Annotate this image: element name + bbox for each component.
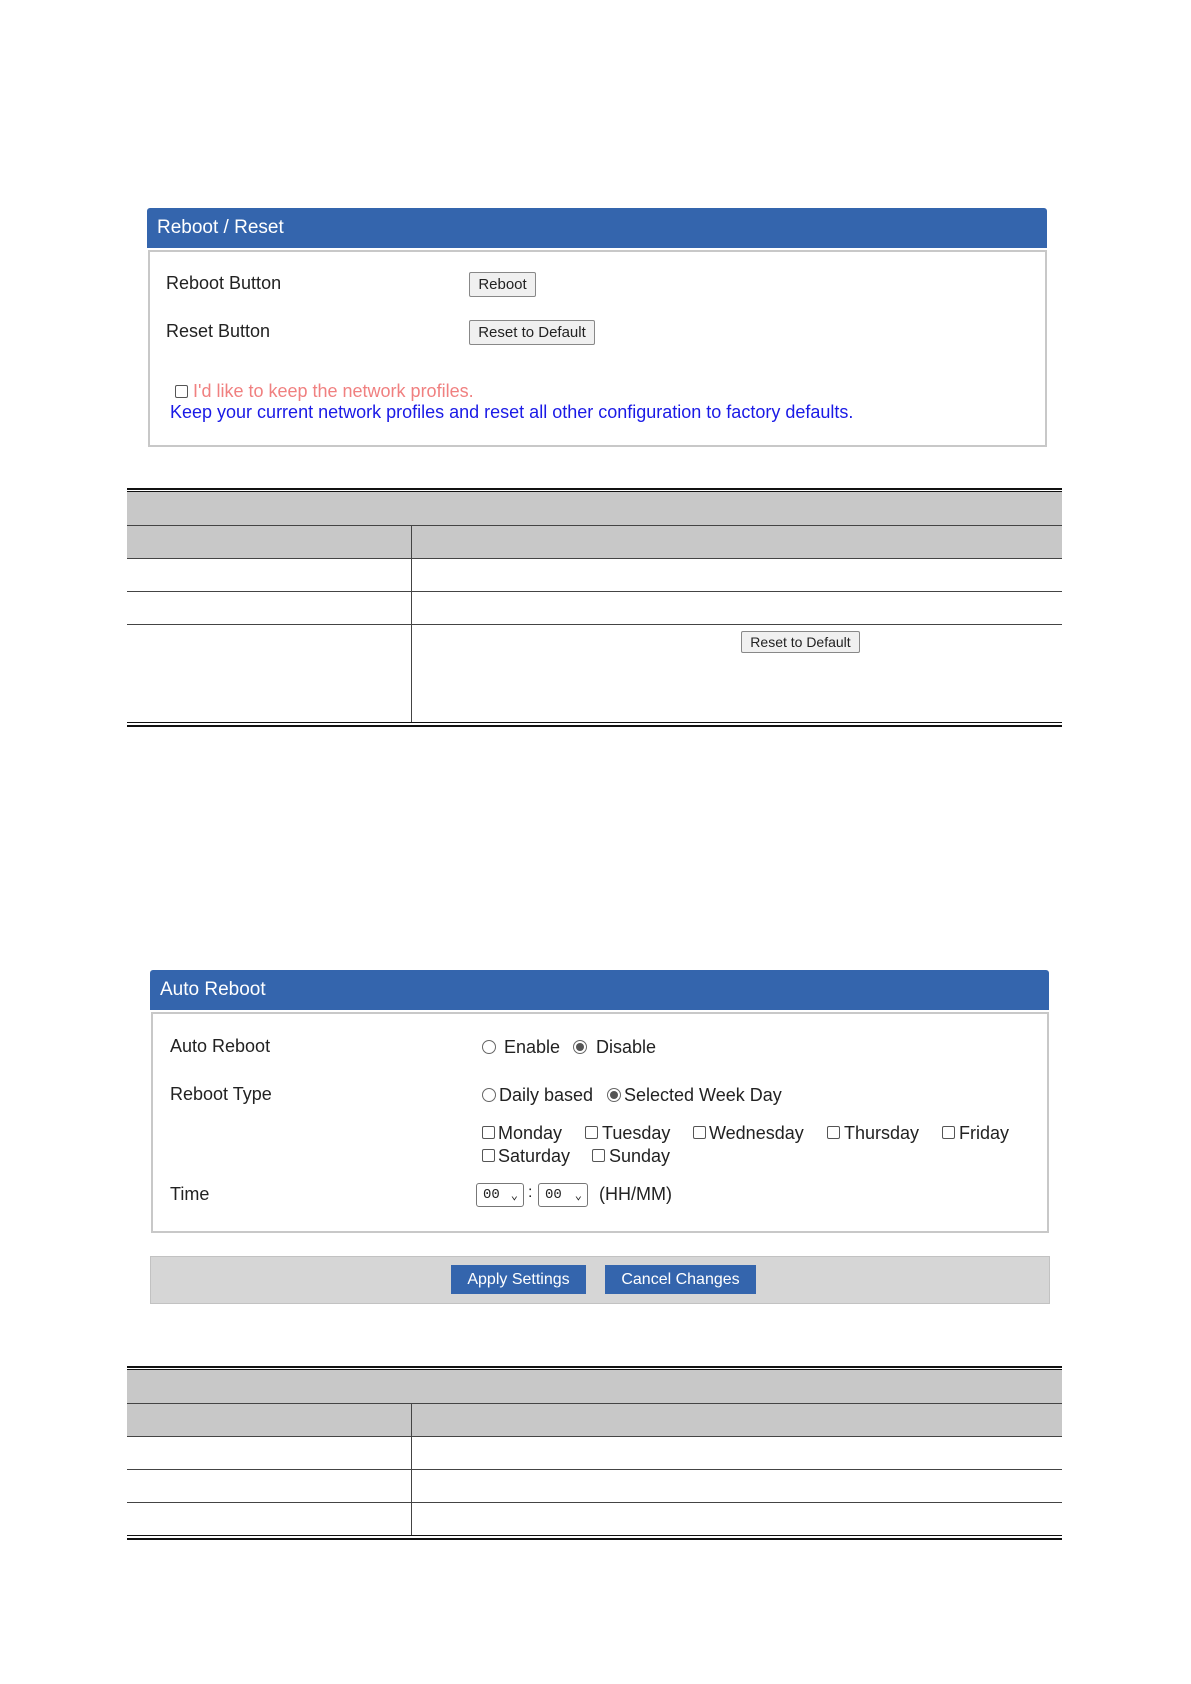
table-header-row xyxy=(127,1403,1062,1437)
auto-reboot-header xyxy=(150,970,1049,1010)
table-column-divider xyxy=(411,526,412,722)
disable-radio[interactable] xyxy=(573,1040,587,1054)
friday-checkbox[interactable] xyxy=(942,1126,955,1139)
sunday-checkbox[interactable] xyxy=(592,1149,605,1162)
auto-reboot-label: Auto Reboot xyxy=(170,1036,271,1056)
auto-reboot-table xyxy=(127,1366,1062,1546)
chevron-down-icon: ⌄ xyxy=(574,1189,582,1203)
minute-select[interactable] xyxy=(538,1183,588,1207)
wednesday-checkbox[interactable] xyxy=(693,1126,706,1139)
daily-based-radio[interactable] xyxy=(482,1088,496,1102)
table-bottom-rule xyxy=(127,722,1062,727)
time-format-hint: (HH/MM) xyxy=(599,1184,672,1204)
table-row xyxy=(127,624,1062,722)
chevron-down-icon: ⌄ xyxy=(510,1189,518,1203)
disable-radio-label: Disable xyxy=(596,1037,657,1057)
hour-select[interactable] xyxy=(476,1183,524,1207)
time-label: Time xyxy=(170,1184,210,1204)
reboot-reset-table xyxy=(127,488,1062,728)
apply-settings-button[interactable]: Apply Settings xyxy=(451,1265,586,1294)
action-bar xyxy=(150,1256,1050,1304)
friday-label: Friday xyxy=(959,1123,1010,1143)
time-separator: : xyxy=(528,1184,533,1201)
table-title-row xyxy=(127,492,1062,525)
reboot-reset-header xyxy=(147,208,1047,248)
minute-select-value: 00 xyxy=(545,1187,562,1203)
table-column-divider xyxy=(411,1404,412,1535)
monday-label: Monday xyxy=(498,1123,563,1143)
daily-based-label: Daily based xyxy=(499,1085,594,1105)
reset-to-default-button[interactable]: Reset to Default xyxy=(469,320,595,345)
reboot-button-label: Reboot Button xyxy=(166,273,282,293)
tuesday-label: Tuesday xyxy=(602,1123,671,1143)
auto-reboot-title: Auto Reboot xyxy=(160,979,266,1000)
saturday-label: Saturday xyxy=(498,1146,571,1166)
sunday-label: Sunday xyxy=(609,1146,671,1166)
table-row xyxy=(127,1502,1062,1535)
reset-button-label: Reset Button xyxy=(166,321,271,341)
wednesday-label: Wednesday xyxy=(709,1123,804,1143)
reboot-button[interactable]: Reboot xyxy=(469,272,536,297)
saturday-checkbox[interactable] xyxy=(482,1149,495,1162)
hour-select-value: 00 xyxy=(483,1187,500,1203)
keep-profiles-checkbox[interactable] xyxy=(175,385,188,398)
keep-profiles-description: Keep your current network profiles and reset all other configuration to factory defaults. xyxy=(170,402,854,422)
thursday-checkbox[interactable] xyxy=(827,1126,840,1139)
selected-week-day-radio[interactable] xyxy=(607,1088,621,1102)
table-header-row xyxy=(127,525,1062,559)
selected-week-day-label: Selected Week Day xyxy=(624,1085,782,1105)
cancel-changes-button[interactable]: Cancel Changes xyxy=(605,1265,756,1294)
table-row xyxy=(127,558,1062,591)
reboot-reset-title: Reboot / Reset xyxy=(157,217,284,238)
enable-radio[interactable] xyxy=(482,1040,496,1054)
table-title-row xyxy=(127,1370,1062,1403)
table-row xyxy=(127,1469,1062,1502)
table-row xyxy=(127,591,1062,624)
table-reset-to-default-button[interactable]: Reset to Default xyxy=(741,631,860,653)
table-row xyxy=(127,1436,1062,1469)
reboot-type-label: Reboot Type xyxy=(170,1084,272,1104)
thursday-label: Thursday xyxy=(844,1123,920,1143)
keep-profiles-label: I'd like to keep the network profiles. xyxy=(193,381,474,401)
monday-checkbox[interactable] xyxy=(482,1126,495,1139)
table-bottom-rule xyxy=(127,1535,1062,1540)
tuesday-checkbox[interactable] xyxy=(585,1126,598,1139)
enable-radio-label: Enable xyxy=(504,1037,561,1057)
